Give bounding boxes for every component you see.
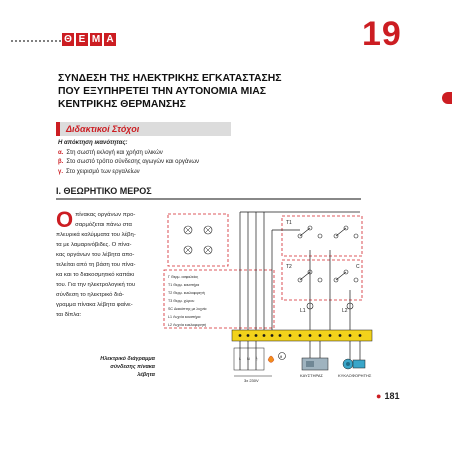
burner-label: ΚΑΥΣΤΗΡΑΣ	[300, 373, 324, 378]
label-t2: T2	[286, 264, 292, 270]
theme-letter: Θ	[62, 33, 74, 46]
objective-item: β. Στο σωστό τρόπο σύνδεσης αγωγών και οργάνων	[58, 159, 200, 165]
wiring-diagram	[160, 210, 380, 385]
thermostat-box-left	[168, 214, 228, 266]
theme-letter: Μ	[91, 34, 101, 45]
header-dotted-rule	[10, 40, 62, 42]
chapter-number: 19	[362, 15, 402, 53]
legend-entry: Τ3 Θερμ. χώρου	[168, 299, 195, 303]
title-line: ΣΥΝΔΕΣΗ ΤΗΣ ΗΛΕΚΤΡΙΚΗΣ ΕΓΚΑΤΑΣΤΑΣΗΣ	[58, 73, 282, 84]
header-theme-label	[62, 33, 116, 46]
section-heading: Ι. ΘΕΩΡΗΤΙΚΟ ΜΕΡΟΣ	[56, 186, 361, 200]
figure-caption: Ηλεκτρικό διάγραμμα σύνδεσης πίνακα λέβητα	[100, 356, 155, 378]
page-number: ● 181	[376, 391, 400, 401]
svg-text:L: L	[239, 357, 242, 361]
title-line: ΠΟΥ ΕΞΥΠΗΡΕΤΕΙ ΤΗΝ ΑΥΤΟΝΟΜΙΑ ΜΙΑΣ	[58, 86, 266, 97]
label-l2: L2	[342, 308, 348, 314]
side-tab-marker	[442, 92, 452, 104]
body-paragraph: Ο πίνακας οργάνων προ- σαρμόζεται πάνω στα πλευρικά καλύμματα του λέβη- τα με λαμαρινόβιδες. Ο πίνα- κας οργάνων του λέβητα απο- τελείται από τη βάση του πίνα- κα και το διακοσμητικό καπάκι του. Για την ηλεκτρολογική του σύνδεση το ηλεκτρικό διά- γραμμα πίνακα λέβητα φαίνε- ται δίπλα:	[56, 207, 136, 318]
page-title	[58, 72, 388, 111]
legend-entry: Τ2 Θερμ. κυκλοφορητή	[168, 291, 205, 295]
label-t1: T1	[286, 220, 292, 226]
legend-entry: Τ1 Θερμ. καυστήρα	[168, 283, 200, 287]
theme-letter: Ε	[76, 33, 88, 46]
label-c: C	[356, 264, 360, 270]
drop-cap: Ο	[56, 207, 74, 232]
svg-text:θ: θ	[280, 354, 283, 359]
objectives-heading: Διδακτικοί Στόχοι	[56, 122, 231, 136]
legend-entry: L1 Λυχνία καυστήρα	[168, 315, 201, 319]
flame-icon	[268, 356, 274, 363]
pump-label: ΚΥΚΛΟΦΟΡΗΤΗΣ	[338, 373, 372, 378]
legend-entry: Γ Θερμ. ασφαλείας	[168, 275, 199, 279]
supply-label: 3x 230V	[244, 378, 259, 383]
legend-entry: SC Διακόπτης με λυχνία	[168, 307, 207, 311]
objectives-box	[56, 122, 231, 177]
svg-text:⏚: ⏚	[255, 357, 259, 361]
objective-item: α. Στη σωστή εκλογή και χρήση υλικών	[58, 149, 163, 156]
label-l1: L1	[300, 308, 306, 314]
legend-entry: L2 Λυχνία κυκλοφορητή	[168, 323, 207, 327]
theme-letter: Α	[104, 33, 116, 46]
svg-text:N: N	[247, 357, 250, 361]
burner-icon	[302, 358, 328, 370]
objective-item: γ. Στο χειρισμό των εργαλείων	[58, 168, 140, 175]
title-line: ΚΕΝΤΡΙΚΗΣ ΘΕΡΜΑΝΣΗΣ	[58, 99, 186, 110]
objectives-intro: Η απόκτηση ικανότητας:	[58, 140, 128, 146]
